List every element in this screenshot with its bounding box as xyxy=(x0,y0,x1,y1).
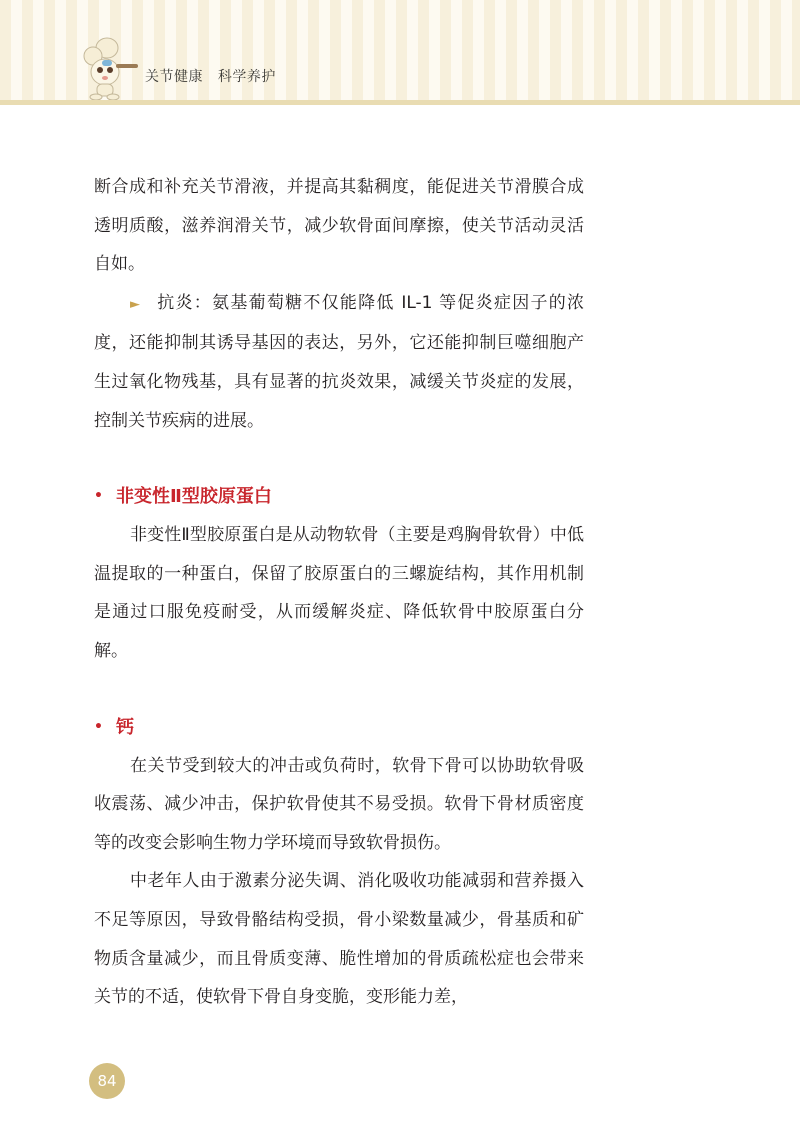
section-heading-collagen xyxy=(94,477,584,516)
triangle-marker-icon: ► xyxy=(130,296,140,312)
anti-inflammatory-paragraph xyxy=(94,284,584,440)
bullet-dot-icon: • xyxy=(94,718,103,735)
body-paragraph: 在关节受到较大的冲击或负荷时，软骨下骨可以协助软骨吸收震荡、减少冲击，保护软骨使其不易受损。软骨下骨材质密度等的改变会影响生物力学环境而导致软骨损伤。 xyxy=(94,755,584,853)
body-paragraph: 断合成和补充关节滑液，并提高其黏稠度，能促进关节滑膜合成透明质酸，滋养润滑关节，减少软骨面间摩擦，使关节活动灵活自如。 xyxy=(94,177,584,275)
page-number-badge: 84 xyxy=(89,1063,125,1099)
bone-mascot-icon xyxy=(80,32,142,100)
anti-inflammatory-text: 抗炎：氨基葡萄糖不仅能降低 IL-1 等促炎症因子的浓度，还能抑制其诱导基因的表达，另外，它还能抑制巨噬细胞产生过氧化物残基，具有显著的抗炎效果，减缓关节炎症的发展，控制关节疾病的进展。 xyxy=(94,292,584,431)
section-heading-calcium xyxy=(94,708,584,747)
running-header-title: 关节健康 科学养护 xyxy=(145,69,276,85)
section-heading-text: 非变性Ⅱ型胶原蛋白 xyxy=(116,486,272,508)
page-body xyxy=(94,168,584,1017)
body-paragraph: 中老年人由于激素分泌失调、消化吸收功能减弱和营养摄入不足等原因，导致骨骼结构受损，骨小梁数量减少，骨基质和矿物质含量减少，而且骨质变薄、脆性增加的骨质疏松症也会带来关节的不适，使软骨下骨自身变脆，变形能力差， xyxy=(94,871,584,1008)
section-heading-text: 钙 xyxy=(116,716,134,738)
bullet-dot-icon: • xyxy=(94,488,103,505)
header-divider xyxy=(0,100,800,105)
body-paragraph: 非变性Ⅱ型胶原蛋白是从动物软骨（主要是鸡胸骨软骨）中低温提取的一种蛋白，保留了胶原蛋白的三螺旋结构，其作用机制是通过口服免疫耐受，从而缓解炎症、降低软骨中胶原蛋白分解。 xyxy=(94,525,584,661)
